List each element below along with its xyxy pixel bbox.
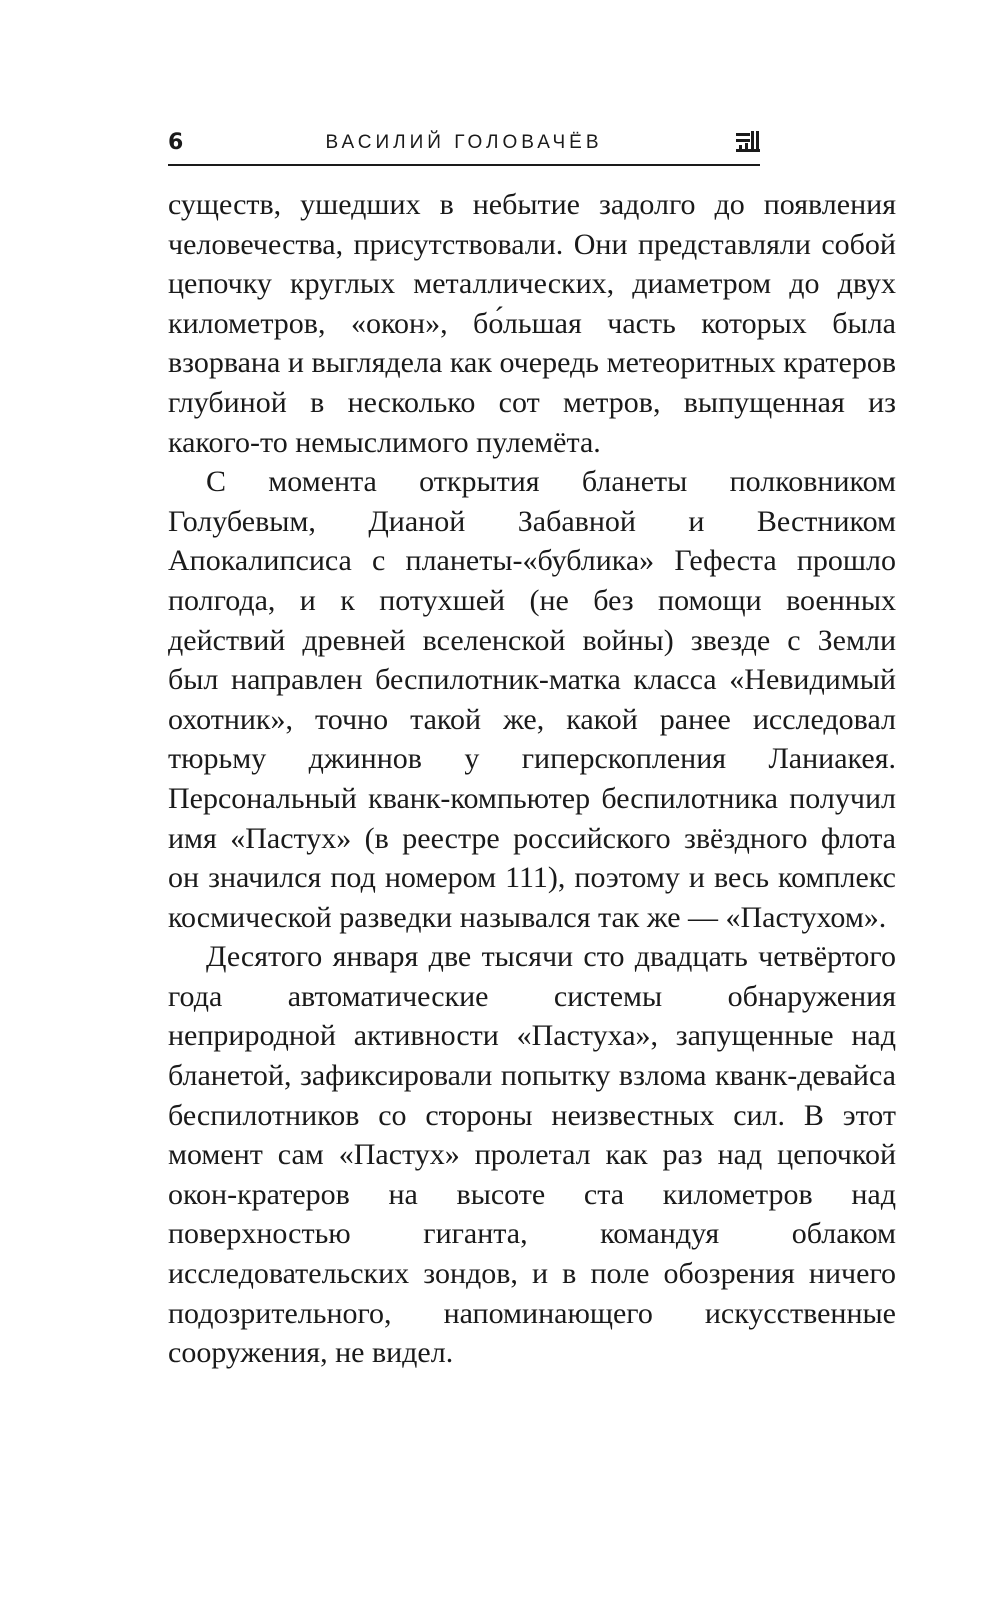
- running-header: [168, 128, 760, 166]
- paragraph-1: существ, ушедших в небытие задолго до появления человечества, присутствовали. Они представляли собой цепочку круглых металлических, диаметром до двух километров, «окон», бо́льшая часть которых была взорвана и выглядела как очередь метеоритных кратеров глубиной в несколько сот метров, выпущенная из какого-то немыслимого пулемёта.: [168, 188, 896, 459]
- paragraph-2: С момента открытия бланеты полковником Голубевым, Дианой Забавной и Вестником Апокалипсиса с планеты-«бублика» Гефеста прошло полгода, и к потухшей (не без помощи военных действий древней вселенской войны) звезде с Земли был направлен беспилотник-матка класса «Невидимый охотник», точно такой же, какой ранее исследовал тюрьму джиннов у гиперскопления Ланиакея. Персональный кванк-компьютер беспилотника получил имя «Пастух» (в реестре российского звёздного флота он значился под номером 111), поэтому и весь комплекс космической разведки назывался так же — «Пастухом».: [168, 465, 896, 934]
- paragraph-3: Десятого января две тысячи сто двадцать четвёртого года автоматические системы обнаружения неприродной активности «Пастуха», запущенные над бланетой, зафиксировали попытку взлома кванк-девайса беспилотников со стороны неизвестных сил. В этот момент сам «Пастух» пролетал как раз над цепочкой окон-кратеров на высоте ста километров над поверхностью гиганта, командуя облаком исследовательских зондов, и в поле обозрения ничего подозрительного, напоминающего искусственные сооружения, не видел.: [168, 940, 896, 1370]
- page-number: 6: [168, 130, 184, 155]
- body-text: [168, 185, 896, 1373]
- author-name: ВАСИЛИЙ ГОЛОВАЧЁВ: [325, 132, 603, 153]
- publisher-logo-icon: [736, 131, 760, 153]
